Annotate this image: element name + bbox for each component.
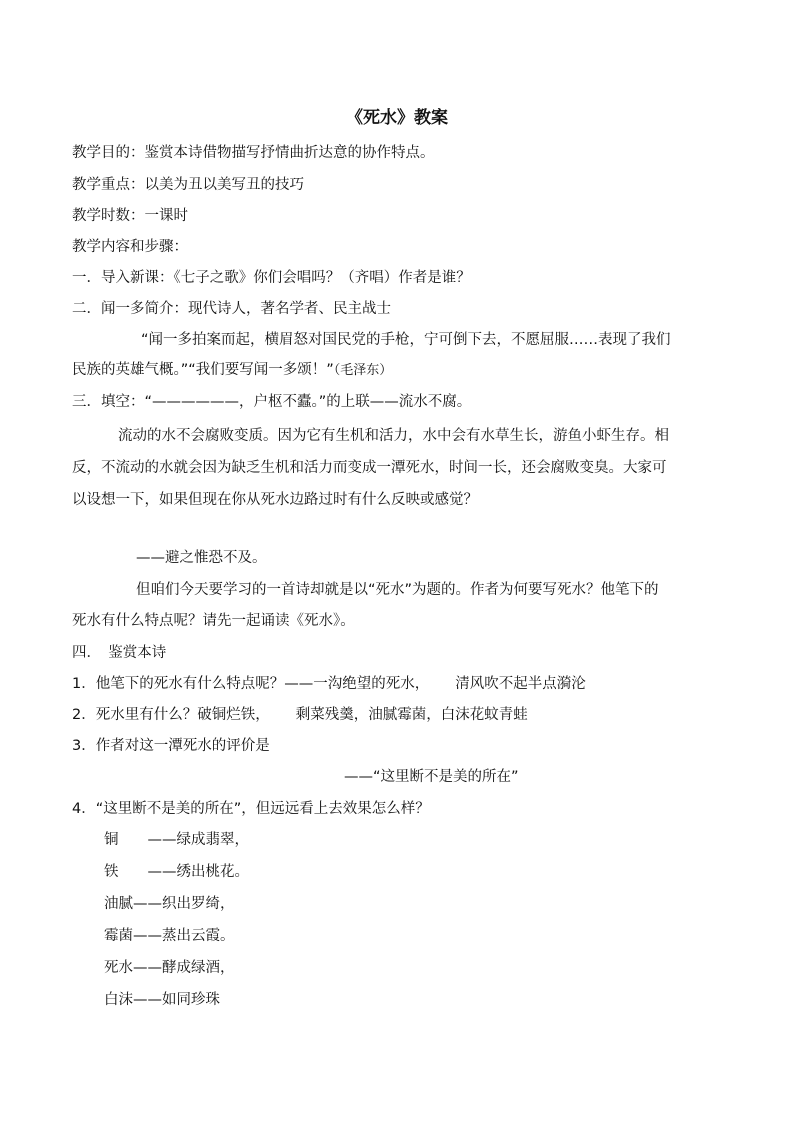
paragraph-2-line-1: 但咱们今天要学习的一首诗却就是以“死水”为题的。作者为何要写死水？他笔下的 [136,582,659,598]
question-4: 4．“这里断不是美的所在”，但远远看上去效果怎么样？ [72,801,430,817]
question-1 [72,674,586,694]
contrast-pair: 铁 ——绣出桃花。 [104,864,249,880]
step-two: 二．闻一多简介：现代诗人，著名学者、民主战士 [72,301,391,317]
contrast-pair: 油腻——织出罗绮， [104,896,235,912]
quote-line-2 [72,360,392,381]
teaching-hours: 教学时数：一课时 [72,208,188,224]
teaching-focus: 教学重点：以美为丑以美写丑的技巧 [72,177,304,193]
paragraph-1-line-3: 以设想一下，如果但现在你从死水边路过时有什么反映或感觉？ [72,492,478,508]
quote-line-1: “闻一多拍案而起，横眉怒对国民党的手枪，宁可倒下去，不愿屈服……表现了我们 [141,332,671,348]
question-2-part-b: 剩菜残羹，油腻霉菌，白沫花蚊青蛙 [295,707,528,723]
paragraph-1-line-2: 反，不流动的水就会因为缺乏生机和活力而变成一潭死水，时间一长，还会腐败变臭。大家可 [72,460,667,476]
step-four: 四． 鉴赏本诗 [72,645,167,661]
question-3: 3．作者对这一潭死水的评价是 [72,738,270,754]
teaching-objective: 教学目的：鉴赏本诗借物描写抒情曲折达意的协作特点。 [72,145,435,161]
contrast-pair: 死水——酵成绿酒， [104,960,235,976]
question-2 [72,705,528,725]
contrast-pair: 白沫——如同珍珠 [104,992,220,1008]
quote-author: （毛泽东） [333,363,393,378]
step-three: 三．填空：“——————，户枢不蠹。”的上联——流水不腐。 [72,394,472,410]
avoid-answer: ——避之惟恐不及。 [136,550,267,566]
paragraph-1-line-1: 流动的水不会腐败变质。因为它有生机和活力，水中会有水草生长，游鱼小虾生存。相 [118,428,669,444]
question-2-part-a: 2．死水里有什么？破铜烂铁， [72,707,270,723]
question-3-answer: ——“这里断不是美的所在” [344,769,519,785]
steps-heading: 教学内容和步骤： [72,239,188,255]
quote-text: 民族的英雄气概。”“我们要写闻一多颂！” [72,362,334,378]
contrast-pair: 铜 ——绿成翡翠， [104,832,249,848]
step-one: 一．导入新课：《七子之歌》你们会唱吗？（齐唱）作者是谁？ [72,270,471,286]
paragraph-2-line-2: 死水有什么特点呢？请先一起诵读《死水》。 [72,613,355,629]
document-title: 《死水》教案 [346,108,448,128]
question-1-part-a: 1．他笔下的死水有什么特点呢？——一沟绝望的死水， [72,676,430,692]
question-1-part-b: 清风吹不起半点漪沦 [455,676,586,692]
contrast-pair: 霉菌——蒸出云霞。 [104,928,235,944]
